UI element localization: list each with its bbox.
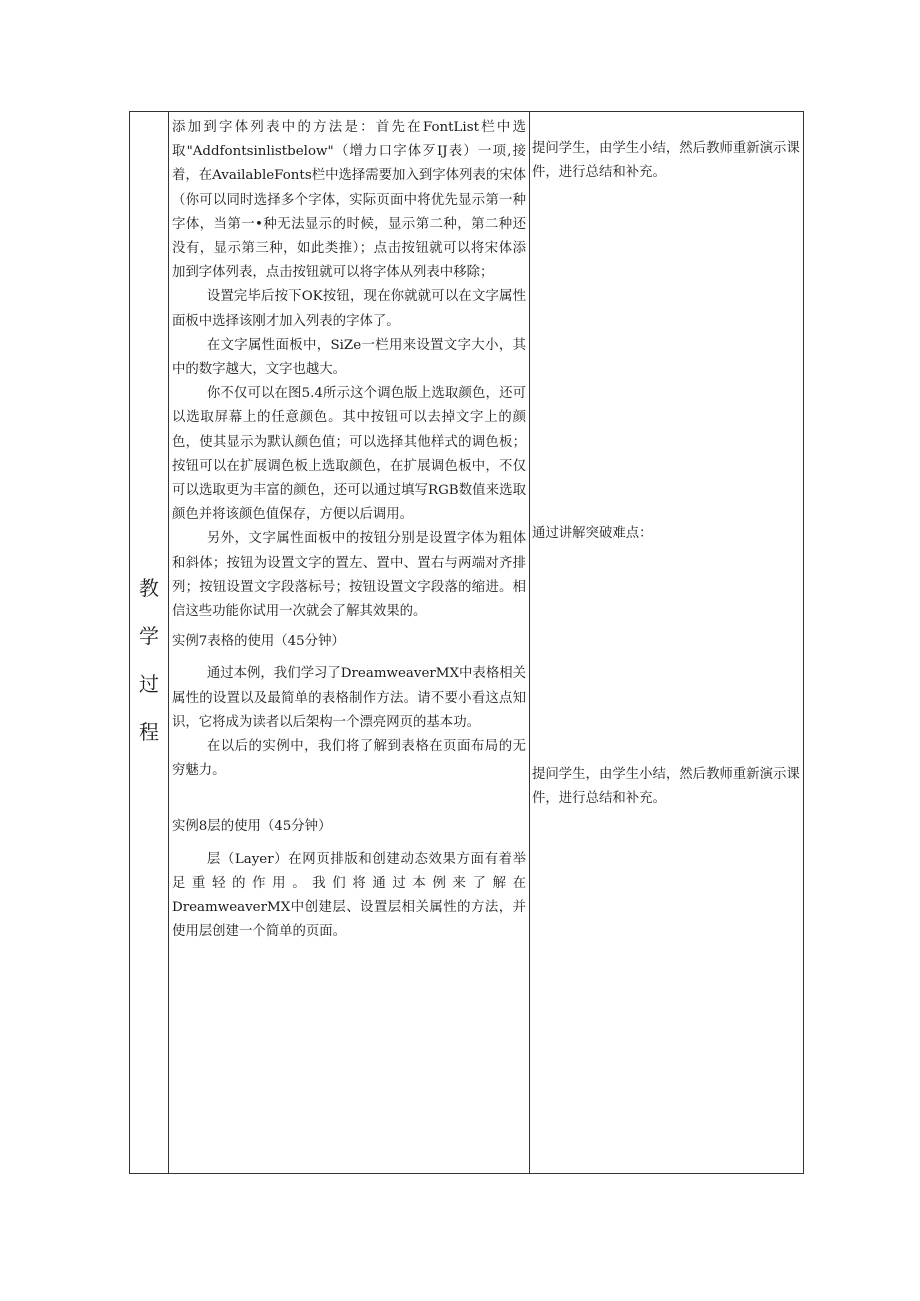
teaching-content [172,116,526,945]
note-text: 提问学生，由学生小结，然后教师重新演示课件，进行总结和补充。 [532,141,800,181]
section-label [130,564,168,756]
note-text: 通过讲解突破难点： [532,526,653,541]
column-divider-left [168,112,169,1173]
teacher-note-3 [532,763,802,811]
paragraph-align: 另外，文字属性面板中的按钮分别是设置字体为粗体和斜体；按钮为设置文字的置左、置中、置右与两端对齐排列；按钮设置文字段落标号；按钮设置文字段落的缩进。相信这些功能你试用一次就会了解其效果的。 [172,531,526,620]
section-label-char: 程 [139,720,159,744]
section-label-char: 过 [139,672,159,696]
paragraph-layer: 层（Layer）在网页排版和创建动态效果方面有着举足重轻的作用。我们将通过本例来了解在DreamweaverMX中创建层、设置层相关属性的方法，并使用层创建一个简单的页面。 [172,851,526,940]
paragraph-font-list: 添加到字体列表中的方法是：首先在FontList栏中选取"Addfontsinlistbelow"（增力口字体歹IJ表）一项,接着，在AvailableFonts栏中选择需要加入到字体列表的宋体（你可以同时选择多个字体，实际页面中将优先显示第一种字体，当第一•种无法显示的时候，显示第二种，第二种还没有，显示第三种，如此类推）；点击按钮就可以将宋体添加到字体列表，点击按钮就可以将字体从列表中移除； [172,120,526,281]
heading-example-8: 实例8层的使用（45分钟） [172,819,332,835]
paragraph-color: 你不仅可以在图5.4所示这个调色版上选取颜色，还可以选取屏幕上的任意颜色。其中按钮可以去掉文字上的颜色，使其显示为默认颜色值；可以选择其他样式的调色板；按钮可以在扩展调色板上选取颜色，在扩展调色板中，不仅可以选取更为丰富的颜色，还可以通过填写RGB数值来选取颜色并将该颜色值保存，方便以后调用。 [172,386,526,523]
teacher-note-2 [532,522,802,546]
column-divider-right [529,112,530,1173]
paragraph-table-intro: 通过本例，我们学习了DreamweaverMX中表格相关属性的设置以及最简单的表格制作方法。请不要小看这点知识，它将成为读者以后架构一个漂亮网页的基本功。 [172,666,526,730]
note-text: 提问学生，由学生小结，然后教师重新演示课件，进行总结和补充。 [532,767,800,807]
paragraph-table-layout: 在以后的实例中，我们将了解到表格在页面布局的无穷魅力。 [172,739,526,779]
lesson-table [129,111,804,1174]
heading-example-7: 实例7表格的使用（45分钟） [172,634,345,650]
section-label-char: 学 [139,624,159,648]
section-label-char: 教 [139,576,159,600]
paragraph-size: 在文字属性面板中，SiZe一栏用来设置文字大小，其中的数字越大，文字也越大。 [172,337,526,378]
teacher-note-1 [532,137,802,185]
paragraph-ok-button: 设置完毕后按下OK按钮，现在你就就可以在文字属性面板中选择该刚才加入列表的字体了。 [172,289,526,329]
